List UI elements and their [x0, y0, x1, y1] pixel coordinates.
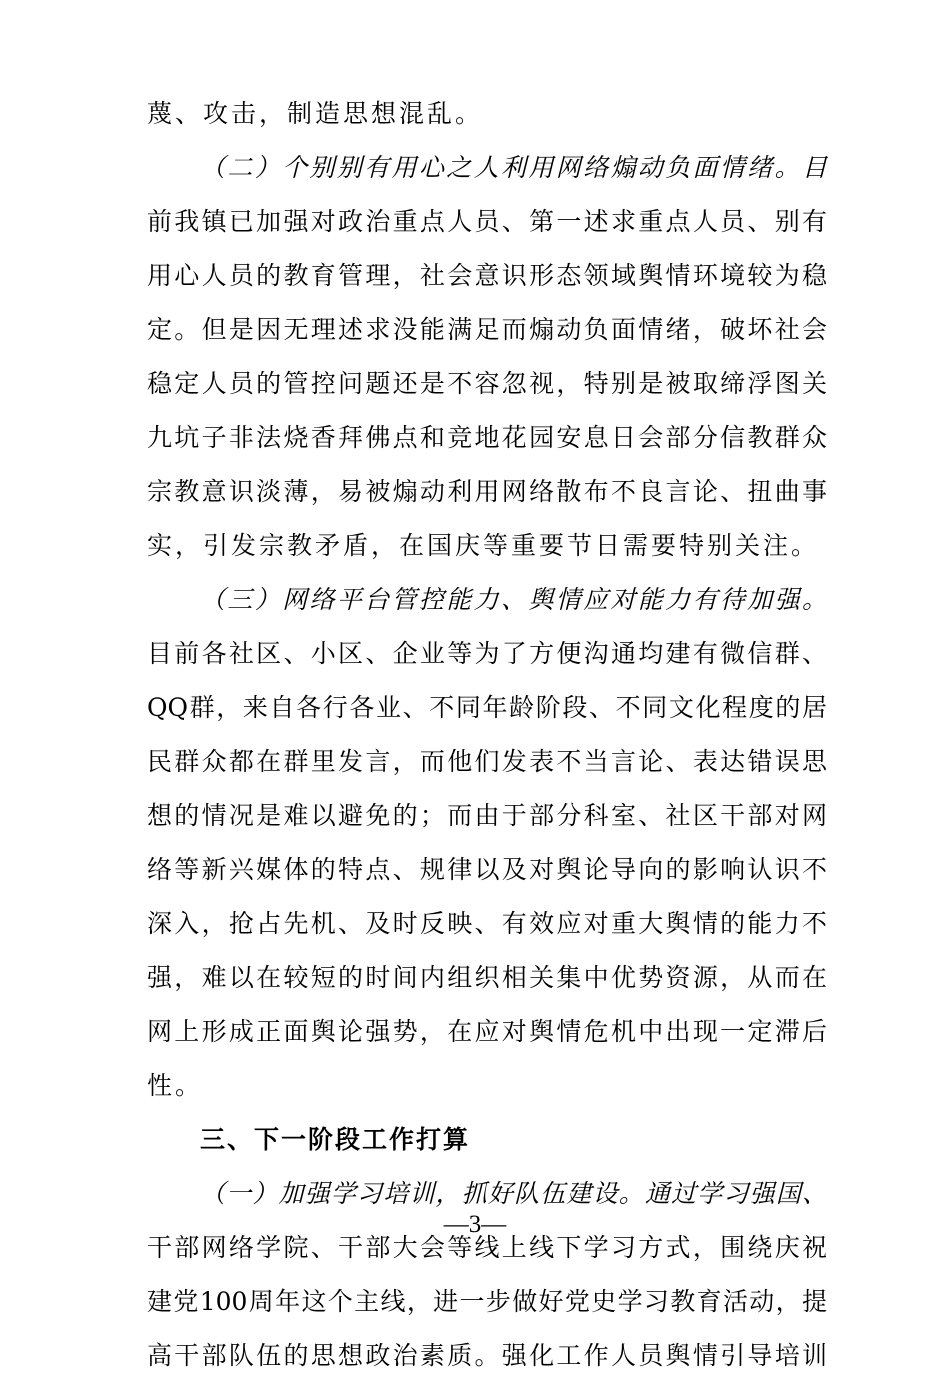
text-line-8: 宗教意识淡薄，易被煽动利用网络散布不良言论、扭曲事 [147, 477, 827, 506]
text-line-22: 干部网络学院、干部大会等线上线下学习方式，围绕庆祝 [147, 1233, 827, 1262]
text-line-11: 目前各社区、小区、企业等为了方便沟通均建有微信群、 [147, 639, 827, 668]
page-number: —3— [443, 1211, 507, 1238]
text-line-17: 强，难以在较短的时间内组织相关集中优势资源，从而在 [147, 963, 827, 992]
text-line-14: 想的情况是难以避免的；而由于部分科室、社区干部对网 [147, 801, 827, 830]
text-line-15: 络等新兴媒体的特点、规律以及对舆论导向的影响认识不 [147, 855, 827, 884]
text-line-7: 九坑子非法烧香拜佛点和竞地花园安息日会部分信教群众 [147, 423, 827, 452]
text-line-6: 稳定人员的管控问题还是不容忽视，特别是被取缔浮图关 [147, 369, 827, 398]
section-heading: 三、下一阶段工作打算 [200, 1125, 471, 1154]
text-line-12: QQ群，来自各行各业、不同年龄阶段、不同文化程度的居 [147, 693, 827, 722]
text-line-16: 深入，抢占先机、及时反映、有效应对重大舆情的能力不 [147, 909, 827, 938]
text-line-18: 网上形成正面舆论强势，在应对舆情危机中出现一定滞后 [147, 1017, 827, 1046]
text-line-19: 性。 [147, 1071, 204, 1100]
text-line-9: 实，引发宗教矛盾，在国庆等重要节日需要特别关注。 [147, 531, 820, 560]
text-line-5: 定。但是因无理述求没能满足而煽动负面情绪，破坏社会 [147, 315, 827, 344]
subheading-3-line: （三）网络平台管控能力、舆情应对能力有待加强。 [200, 585, 827, 614]
text-line-13: 民群众都在群里发言，而他们发表不当言论、表达错误思 [147, 747, 827, 776]
subheading-2-line: （二）个别别有用心之人利用网络煽动负面情绪。目 [200, 153, 827, 182]
text-line-4: 用心人员的教育管理，社会意识形态领域舆情环境较为稳 [147, 261, 827, 290]
text-line-24: 高干部队伍的思想政治素质。强化工作人员舆情引导培训 [147, 1341, 827, 1370]
text-line-3: 前我镇已加强对政治重点人员、第一述求重点人员、别有 [147, 207, 827, 236]
text-line-23: 建党100周年这个主线，进一步做好党史学习教育活动，提 [147, 1287, 827, 1316]
subheading-1-line: （一）加强学习培训，抓好队伍建设。通过学习强国、 [200, 1179, 827, 1208]
text-line-1: 蔑、攻击，制造思想混乱。 [147, 99, 484, 128]
